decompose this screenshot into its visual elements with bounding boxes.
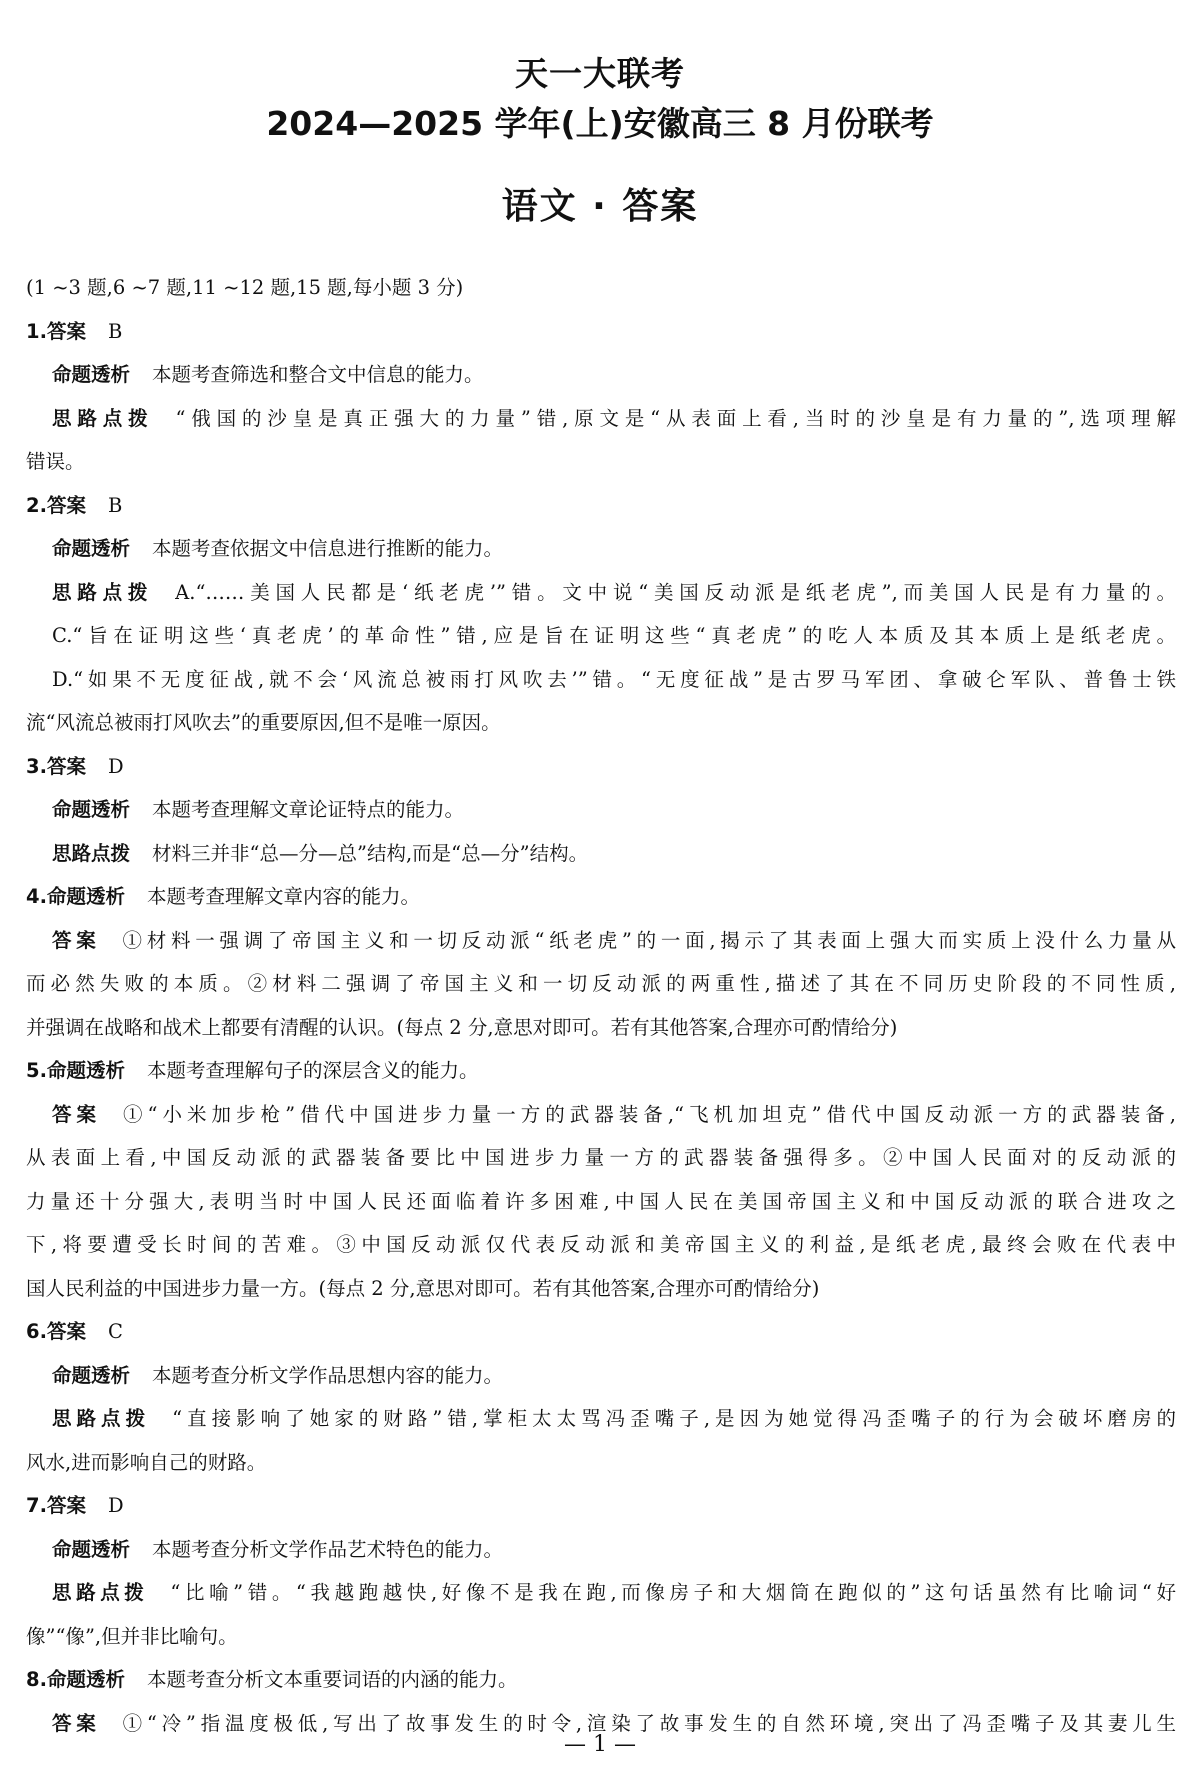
answers-body (26, 266, 1176, 1745)
q1-hint-cont: 错误。 (26, 450, 85, 473)
q2-intent: 命题透析 本题考查依据文中信息进行推断的能力。 (52, 537, 504, 560)
q3-hint: 思路点拨 材料三并非“总—分—总”结构,而是“总—分”结构。 (52, 841, 589, 865)
org-title: 天一大联考 (515, 54, 685, 93)
q7-hint-cont: 像”“像”,但并非比喻句。 (26, 1624, 238, 1648)
q5-intent-line: 5.命题透析 本题考查理解句子的深层含义的能力。 (26, 1059, 479, 1082)
page-number: — 1 — (564, 1732, 636, 1757)
q4-answer-cont1: 而必然失败的本质。②材料二强调了帝国主义和一切反动派的两重性,描述了其在不同历史阶段的不同性质, (26, 972, 1176, 995)
q1-answer-line: 1.答案 B (26, 319, 123, 343)
q4-answer: 答案 ①材料一强调了帝国主义和一切反动派“纸老虎”的一面,揭示了其表面上强大而实质上没什么力量从 (52, 928, 1176, 952)
q3-answer: D (108, 754, 124, 778)
scoring-note: (1 ~3 题,6 ~7 题,11 ~12 题,15 题,每小题 3 分) (26, 276, 464, 299)
q8-intent-line: 8.命题透析 本题考查分析文本重要词语的内涵的能力。 (26, 1668, 518, 1691)
q2-hint-d-cont: 流“风流总被雨打风吹去”的重要原因,但不是唯一原因。 (26, 711, 501, 734)
exam-title: 2024—2025 学年(上)安徽高三 8 月份联考 (266, 104, 934, 143)
q7-answer-line: 7.答案 D (26, 1494, 124, 1517)
q2-answer: B (108, 493, 123, 517)
q7-intent: 命题透析 本题考查分析文学作品艺术特色的能力。 (52, 1537, 504, 1561)
q2-hint-c: C.“旨在证明这些‘真老虎’的革命性”错,应是旨在证明这些“真老虎”的吃人本质及其本质上是纸老虎。 (52, 624, 1176, 647)
q3-intent: 命题透析 本题考查理解文章论证特点的能力。 (52, 798, 465, 821)
q3-answer-line: 3.答案 D (26, 754, 124, 778)
q1-intent: 命题透析 本题考查筛选和整合文中信息的能力。 (52, 363, 484, 386)
q2-answer-line: 2.答案 B (26, 493, 123, 517)
q6-answer-line: 6.答案 C (26, 1320, 123, 1343)
q4-intent-line: 4.命题透析 本题考查理解文章内容的能力。 (26, 885, 421, 908)
q7-hint: 思路点拨 “比喻”错。“我越跑越快,好像不是我在跑,而像房子和大烟筒在跑似的”这句话虽然有比喻词“好 (52, 1581, 1176, 1604)
q6-answer: C (108, 1320, 123, 1343)
q2-hint: 思路点拨 A.“……美国人民都是‘纸老虎’”错。文中说“美国反动派是纸老虎”,而美国人民是有力量的。 (52, 580, 1176, 604)
q2-hint-d: D.“如果不无度征战,就不会‘风流总被雨打风吹去’”错。“无度征战”是古罗马军团、拿破仑军队、普鲁士铁 (52, 667, 1176, 691)
q5-answer-cont3: 下,将要遭受长时间的苦难。③中国反动派仅代表反动派和美帝国主义的利益,是纸老虎,最终会败在代表中 (26, 1233, 1176, 1256)
q1-hint: 思路点拨 “俄国的沙皇是真正强大的力量”错,原文是“从表面上看,当时的沙皇是有力量的”,选项理解 (52, 406, 1176, 430)
q5-answer-cont4: 国人民利益的中国进步力量一方。(每点 2 分,意思对即可。若有其他答案,合理亦可酌情给分) (26, 1276, 820, 1300)
q6-hint-cont: 风水,进而影响自己的财路。 (26, 1450, 267, 1474)
q5-answer-cont1: 从表面上看,中国反动派的武器装备要比中国进步力量一方的武器装备强得多。②中国人民面对的反动派的 (26, 1146, 1176, 1169)
q4-answer-cont2: 并强调在战略和战术上都要有清醒的认识。(每点 2 分,意思对即可。若有其他答案,合理亦可酌情给分) (26, 1015, 898, 1039)
q5-answer: 答案 ①“小米加步枪”借代中国进步力量一方的武器装备,“飞机加坦克”借代中国反动派一方的武器装备, (52, 1102, 1176, 1126)
q1-answer: B (108, 319, 123, 343)
q6-hint: 思路点拨 “直接影响了她家的财路”错,掌柜太太骂冯歪嘴子,是因为她觉得冯歪嘴子的行为会破坏磨房的 (52, 1407, 1176, 1430)
subject-title: 语文 · 答案 (501, 186, 699, 227)
q8-answer: 答案 ①“冷”指温度极低,写出了故事发生的时令,渲染了故事发生的自然环境,突出了冯歪嘴子及其妻儿生 (52, 1711, 1176, 1735)
q6-intent: 命题透析 本题考查分析文学作品思想内容的能力。 (52, 1363, 504, 1387)
q5-answer-cont2: 力量还十分强大,表明当时中国人民还面临着许多困难,中国人民在美国帝国主义和中国反动派的联合进攻之 (26, 1189, 1176, 1213)
q7-answer: D (108, 1494, 124, 1517)
